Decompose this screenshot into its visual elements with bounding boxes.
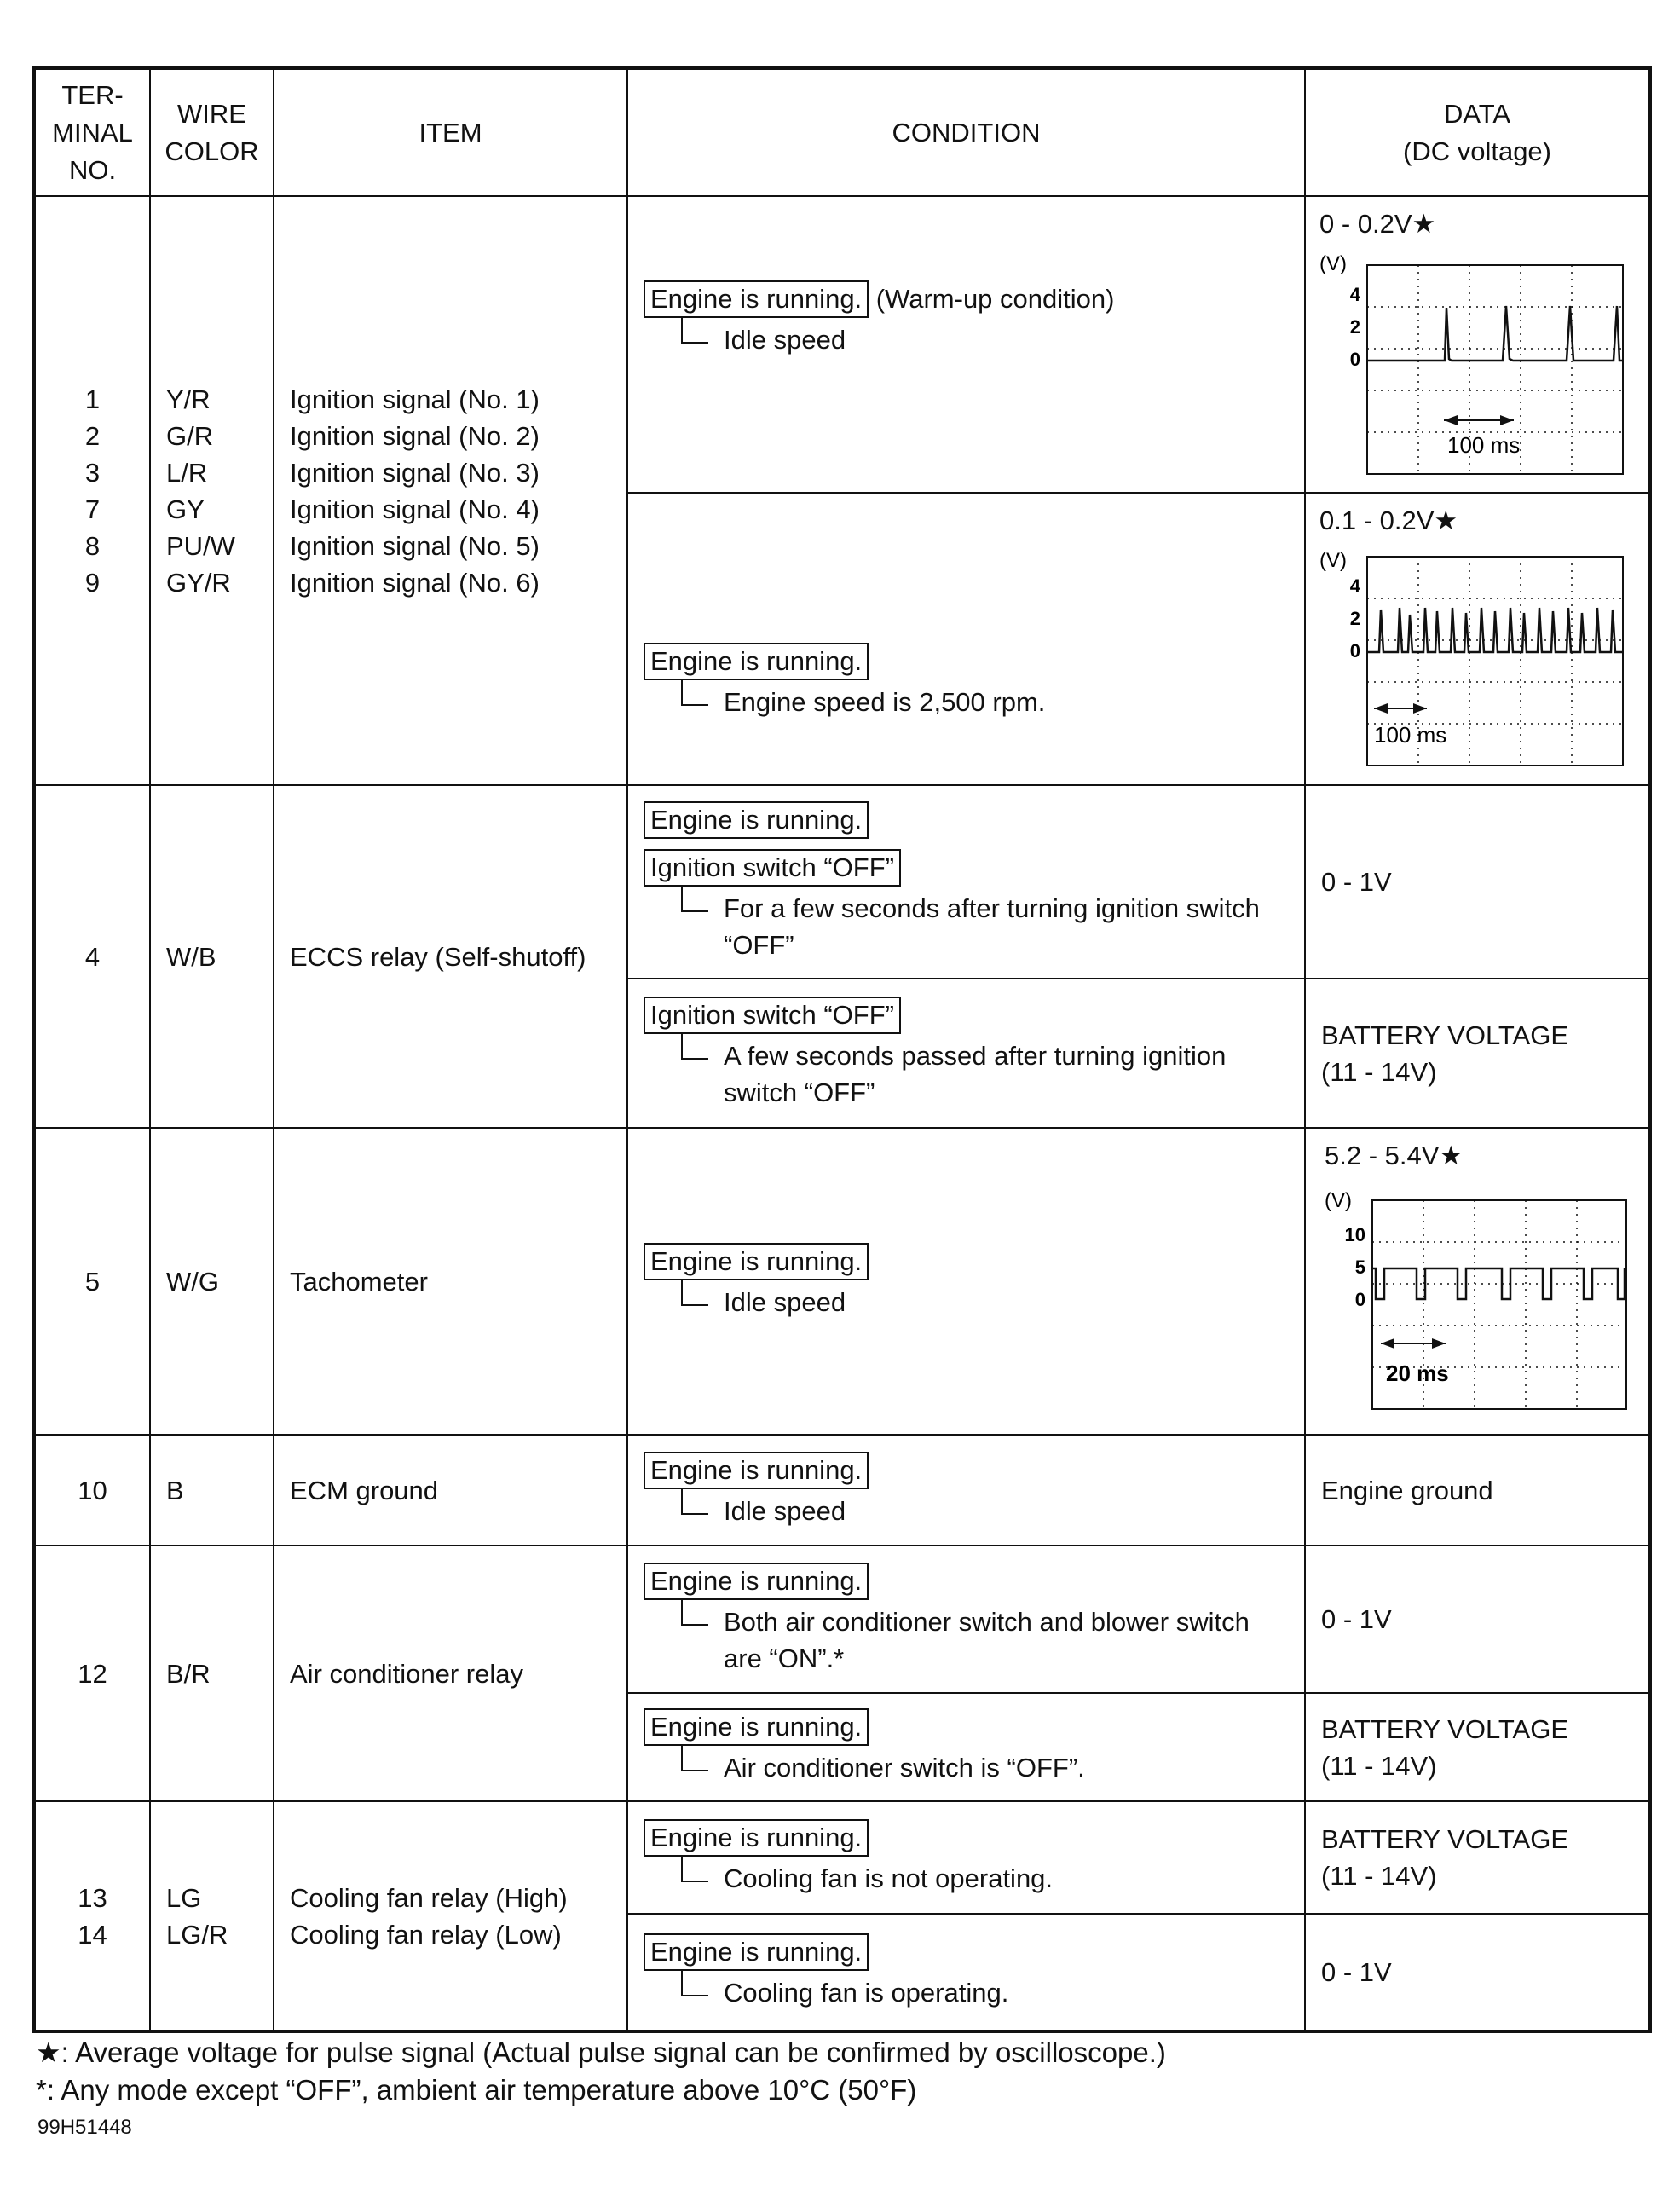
item-cell: Ignition signal (No. 1) Ignition signal (No. 2) Ignition signal (No. 3) Ignition signal (No. 4) Ignition signal (No. 5) Ignition signal (No. 6) <box>274 196 627 785</box>
footnote-star: ★: Average voltage for pulse signal (Actual pulse signal can be confirmed by oscilloscope.) <box>36 2037 1166 2068</box>
oscilloscope-waveform <box>1319 1173 1635 1420</box>
terminal-cell: 13 14 <box>34 1801 150 2031</box>
table-row <box>34 1435 1650 1545</box>
condition-cell <box>627 1801 1305 1914</box>
data-cell: BATTERY VOLTAGE (11 - 14V) <box>1305 1693 1650 1801</box>
condition-cell <box>627 1545 1305 1693</box>
data-cell: 0 - 1V <box>1305 1545 1650 1693</box>
table-row <box>34 196 1650 493</box>
data-cell: BATTERY VOLTAGE (11 - 14V) <box>1305 979 1650 1128</box>
data-value: 0.1 - 0.2V★ <box>1319 506 1458 535</box>
header-item: ITEM <box>274 68 627 196</box>
data-cell: 0 - 1V <box>1305 785 1650 979</box>
wire-color-cell: Y/R G/R L/R GY PU/W GY/R <box>150 196 274 785</box>
wire-color-cell: B <box>150 1435 274 1545</box>
condition-sub: Idle speed <box>673 1284 1304 1320</box>
oscilloscope-waveform <box>1319 241 1635 484</box>
scope-timebase: 100 ms <box>1374 722 1447 748</box>
scope-tick: 2 <box>1349 316 1360 338</box>
header-data: DATA (DC voltage) <box>1305 68 1650 196</box>
header-wire-color: WIRE COLOR <box>150 68 274 196</box>
terminal-cell: 12 <box>34 1545 150 1801</box>
condition-box: Engine is running. <box>644 1708 869 1746</box>
condition-sub: Idle speed <box>673 1493 1304 1529</box>
terminal-cell: 4 <box>34 785 150 1128</box>
table-row <box>34 1128 1650 1435</box>
scope-trace <box>1372 1268 1625 1299</box>
condition-sub: Cooling fan is operating. <box>673 1974 1304 2011</box>
wire-color-cell: B/R <box>150 1545 274 1801</box>
data-cell: 0 - 1V <box>1305 1914 1650 2031</box>
condition-box: Engine is running. <box>644 1452 869 1489</box>
terminal-cell: 1 2 3 7 8 9 <box>34 196 150 785</box>
figure-id: 99H51448 <box>38 2116 132 2139</box>
condition-cell <box>627 979 1305 1128</box>
wire-color-cell: W/B <box>150 785 274 1128</box>
scope-tick: 0 <box>1349 640 1360 662</box>
item-cell: Air conditioner relay <box>274 1545 627 1801</box>
item-cell: Cooling fan relay (High) Cooling fan relay (Low) <box>274 1801 627 2031</box>
scope-trace <box>1367 306 1623 361</box>
condition-box: Engine is running. <box>644 1819 869 1857</box>
table-row <box>34 785 1650 979</box>
wire-color-cell: LG LG/R <box>150 1801 274 2031</box>
scope-timebase: 20 ms <box>1386 1361 1449 1386</box>
ecm-terminal-table <box>32 66 1652 2033</box>
condition-box: Ignition switch “OFF” <box>644 997 901 1034</box>
data-cell <box>1305 196 1650 493</box>
scope-tick: 5 <box>1354 1257 1365 1278</box>
condition-sub: For a few seconds after turning ignition switch “OFF” <box>673 890 1304 963</box>
condition-box: Engine is running. <box>644 280 869 318</box>
condition-box: Engine is running. <box>644 1933 869 1971</box>
condition-box: Ignition switch “OFF” <box>644 849 901 887</box>
condition-sub: Engine speed is 2,500 rpm. <box>673 684 1304 720</box>
data-cell <box>1305 1128 1650 1435</box>
condition-sub: Both air conditioner switch and blower switch are “ON”.* <box>673 1603 1304 1677</box>
terminal-cell: 10 <box>34 1435 150 1545</box>
data-cell: Engine ground <box>1305 1435 1650 1545</box>
condition-cell <box>627 785 1305 979</box>
condition-sub: Air conditioner switch is “OFF”. <box>673 1749 1304 1786</box>
scope-unit: (V) <box>1319 549 1347 572</box>
scope-tick: 4 <box>1349 575 1360 597</box>
scope-tick: 4 <box>1349 284 1360 305</box>
footnotes <box>36 2034 1166 2109</box>
condition-cell <box>627 1435 1305 1545</box>
condition-cell <box>627 196 1305 493</box>
condition-box: Engine is running. <box>644 1243 869 1280</box>
scope-tick: 0 <box>1354 1289 1365 1310</box>
condition-cell <box>627 1914 1305 2031</box>
item-cell: Tachometer <box>274 1128 627 1435</box>
scope-trace <box>1367 608 1623 652</box>
condition-cell <box>627 493 1305 785</box>
table-row <box>34 1545 1650 1693</box>
scope-unit: (V) <box>1319 252 1347 275</box>
condition-sub: Cooling fan is not operating. <box>673 1860 1304 1897</box>
condition-box: Engine is running. <box>644 801 869 839</box>
header-condition: CONDITION <box>627 68 1305 196</box>
data-cell: BATTERY VOLTAGE (11 - 14V) <box>1305 1801 1650 1914</box>
item-cell: ECM ground <box>274 1435 627 1545</box>
terminal-cell: 5 <box>34 1128 150 1435</box>
scope-timebase: 100 ms <box>1447 432 1521 458</box>
scope-tick: 2 <box>1349 608 1360 629</box>
condition-cell <box>627 1128 1305 1435</box>
item-cell: ECCS relay (Self-shutoff) <box>274 785 627 1128</box>
terminal-spec-sheet <box>32 66 1648 2030</box>
condition-sub: A few seconds passed after turning ignition switch “OFF” <box>673 1037 1304 1111</box>
header-row <box>34 68 1650 196</box>
scope-tick: 10 <box>1344 1224 1365 1245</box>
scope-tick: 0 <box>1349 349 1360 370</box>
condition-box: Engine is running. <box>644 1563 869 1600</box>
oscilloscope-waveform <box>1319 538 1635 781</box>
footnote-asterisk: *: Any mode except “OFF”, ambient air temperature above 10°C (50°F) <box>36 2074 917 2106</box>
header-terminal: TER- MINAL NO. <box>34 68 150 196</box>
data-value: 5.2 - 5.4V★ <box>1325 1141 1464 1170</box>
scope-unit: (V) <box>1325 1189 1352 1212</box>
data-value: 0 - 0.2V★ <box>1319 209 1436 239</box>
data-cell <box>1305 493 1650 785</box>
condition-cell <box>627 1693 1305 1801</box>
condition-sub: Idle speed <box>673 321 1304 358</box>
wire-color-cell: W/G <box>150 1128 274 1435</box>
condition-note: (Warm-up condition) <box>875 283 1115 314</box>
condition-box: Engine is running. <box>644 643 869 680</box>
table-row <box>34 1801 1650 1914</box>
